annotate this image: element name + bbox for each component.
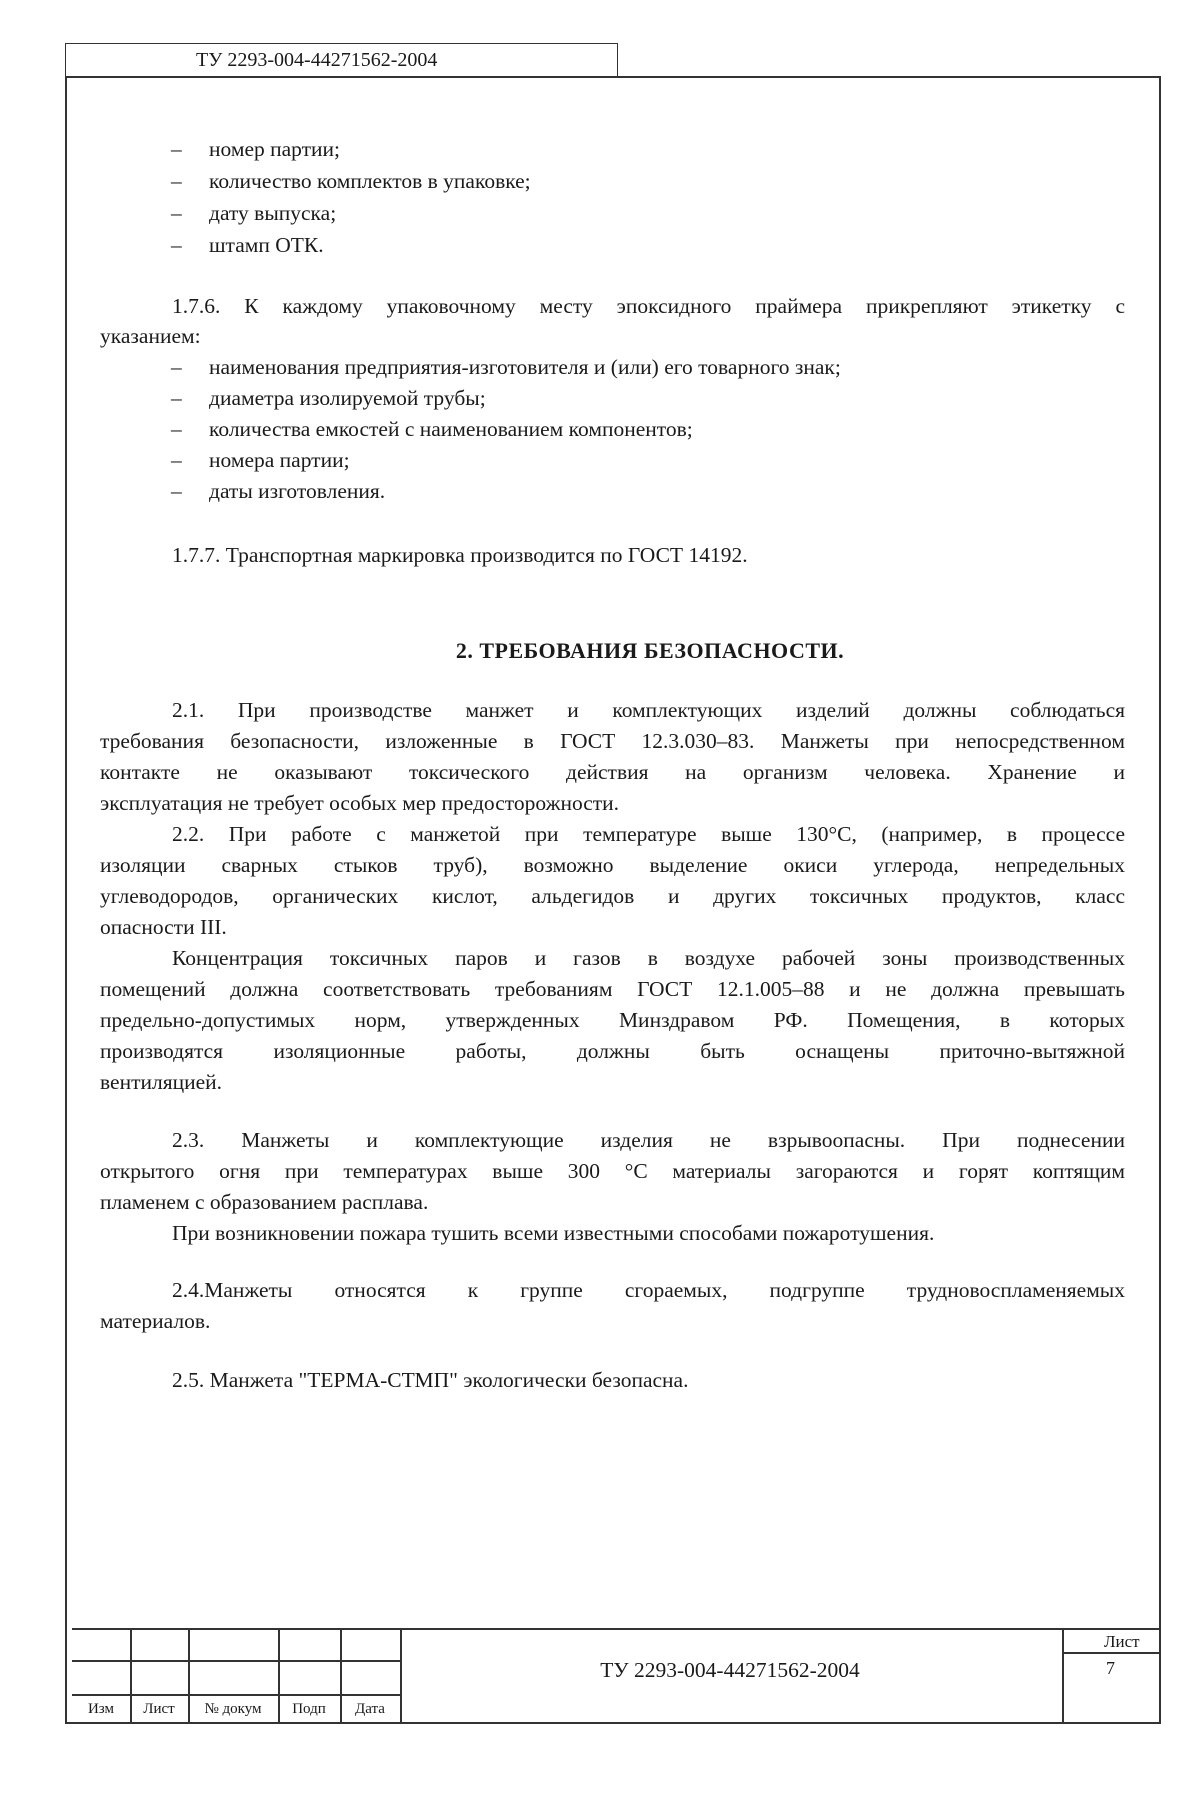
- section-title: 2. ТРЕБОВАНИЯ БЕЗОПАСНОСТИ.: [455, 638, 845, 663]
- paragraph-24-line: 2.4.Манжеты относятся к группе сгораемых, подгруппе трудновоспламеняемых: [172, 1278, 1125, 1302]
- paragraph-177: 1.7.7. Транспортная маркировка производится по ГОСТ 14192.: [172, 543, 748, 567]
- title-block-doc-code: ТУ 2293-004-44271562-2004: [600, 1658, 860, 1682]
- paragraph-176-line1: 1.7.6. К каждому упаковочному месту эпоксидного праймера прикрепляют этикетку с: [172, 294, 1125, 318]
- list-item: – штамп ОТК.: [171, 233, 324, 257]
- list-item: – номера партии;: [171, 448, 350, 472]
- paragraph-22-line: углеводородов, органических кислот, альдегидов и других токсичных продуктов, класс: [100, 884, 1125, 908]
- paragraph-22-line: изоляции сварных стыков труб), возможно выделение окиси углерода, непредельных: [100, 853, 1125, 877]
- title-block-label-izm: Изм: [87, 1701, 115, 1717]
- list-item: – количества емкостей с наименованием компонентов;: [171, 417, 693, 441]
- title-block-label-date: Дата: [355, 1701, 385, 1717]
- paragraph-22b-line: производятся изоляционные работы, должны быть оснащены приточно-вытяжной: [100, 1039, 1125, 1063]
- paragraph-23-line: открытого огня при температурах выше 300 °С материалы загораются и горят коптящим: [100, 1159, 1125, 1183]
- title-block-label-doc: № докум: [204, 1701, 262, 1717]
- paragraph-22-line: 2.2. При работе с манжетой при температуре выше 130°С, (например, в процессе: [172, 822, 1125, 846]
- paragraph-22b-line: предельно-допустимых норм, утвержденных Минздравом РФ. Помещения, в которых: [100, 1008, 1125, 1032]
- paragraph-22-line: опасности III.: [100, 915, 227, 939]
- list-item: – даты изготовления.: [171, 479, 386, 503]
- list-item: – диаметра изолируемой трубы;: [171, 386, 486, 410]
- paragraph-22b-line: вентиляцией.: [100, 1070, 223, 1094]
- title-block-label-list: Лист: [143, 1701, 175, 1717]
- header-code: ТУ 2293-004-44271562-2004: [196, 49, 438, 71]
- paragraph-23b: При возникновении пожара тушить всеми известными способами пожаротушения.: [172, 1221, 935, 1245]
- paragraph-21-line: контакте не оказывают токсического действия на организм человека. Хранение и: [100, 760, 1125, 784]
- paragraph-21-line: 2.1. При производстве манжет и комплектующих изделий должны соблюдаться: [172, 698, 1125, 722]
- paragraph-23-line: 2.3. Манжеты и комплектующие изделия не взрывоопасны. При поднесении: [172, 1128, 1125, 1152]
- paragraph-23-line: пламенем с образованием расплава.: [100, 1190, 429, 1214]
- header-code-box: [65, 43, 618, 76]
- sheet-number: 7: [1106, 1658, 1115, 1678]
- paragraph-21-line: эксплуатация не требует особых мер предосторожности.: [100, 791, 620, 815]
- paragraph-25: 2.5. Манжета "ТЕРМА-СТМП" экологически безопасна.: [172, 1368, 689, 1392]
- paragraph-22b-line: помещений должна соответствовать требованиям ГОСТ 12.1.005–88 и не должна превышать: [100, 977, 1125, 1001]
- paragraph-176-line2: указанием:: [100, 324, 201, 348]
- paragraph-22b-line: Концентрация токсичных паров и газов в воздухе рабочей зоны производственных: [172, 946, 1125, 970]
- paragraph-21-line: требования безопасности, изложенные в ГОСТ 12.3.030–83. Манжеты при непосредственном: [100, 729, 1125, 753]
- list-item: – количество комплектов в упаковке;: [171, 169, 531, 193]
- paragraph-24-line: материалов.: [100, 1309, 211, 1333]
- list-item: – наименования предприятия-изготовителя и (или) его товарного знак;: [171, 355, 841, 379]
- list-item: – дату выпуска;: [171, 201, 337, 225]
- title-block: [72, 1628, 1159, 1723]
- title-block-label-sign: Подп: [292, 1701, 326, 1717]
- sheet-label: Лист: [1104, 1632, 1140, 1651]
- list-item: – номер партии;: [171, 137, 341, 161]
